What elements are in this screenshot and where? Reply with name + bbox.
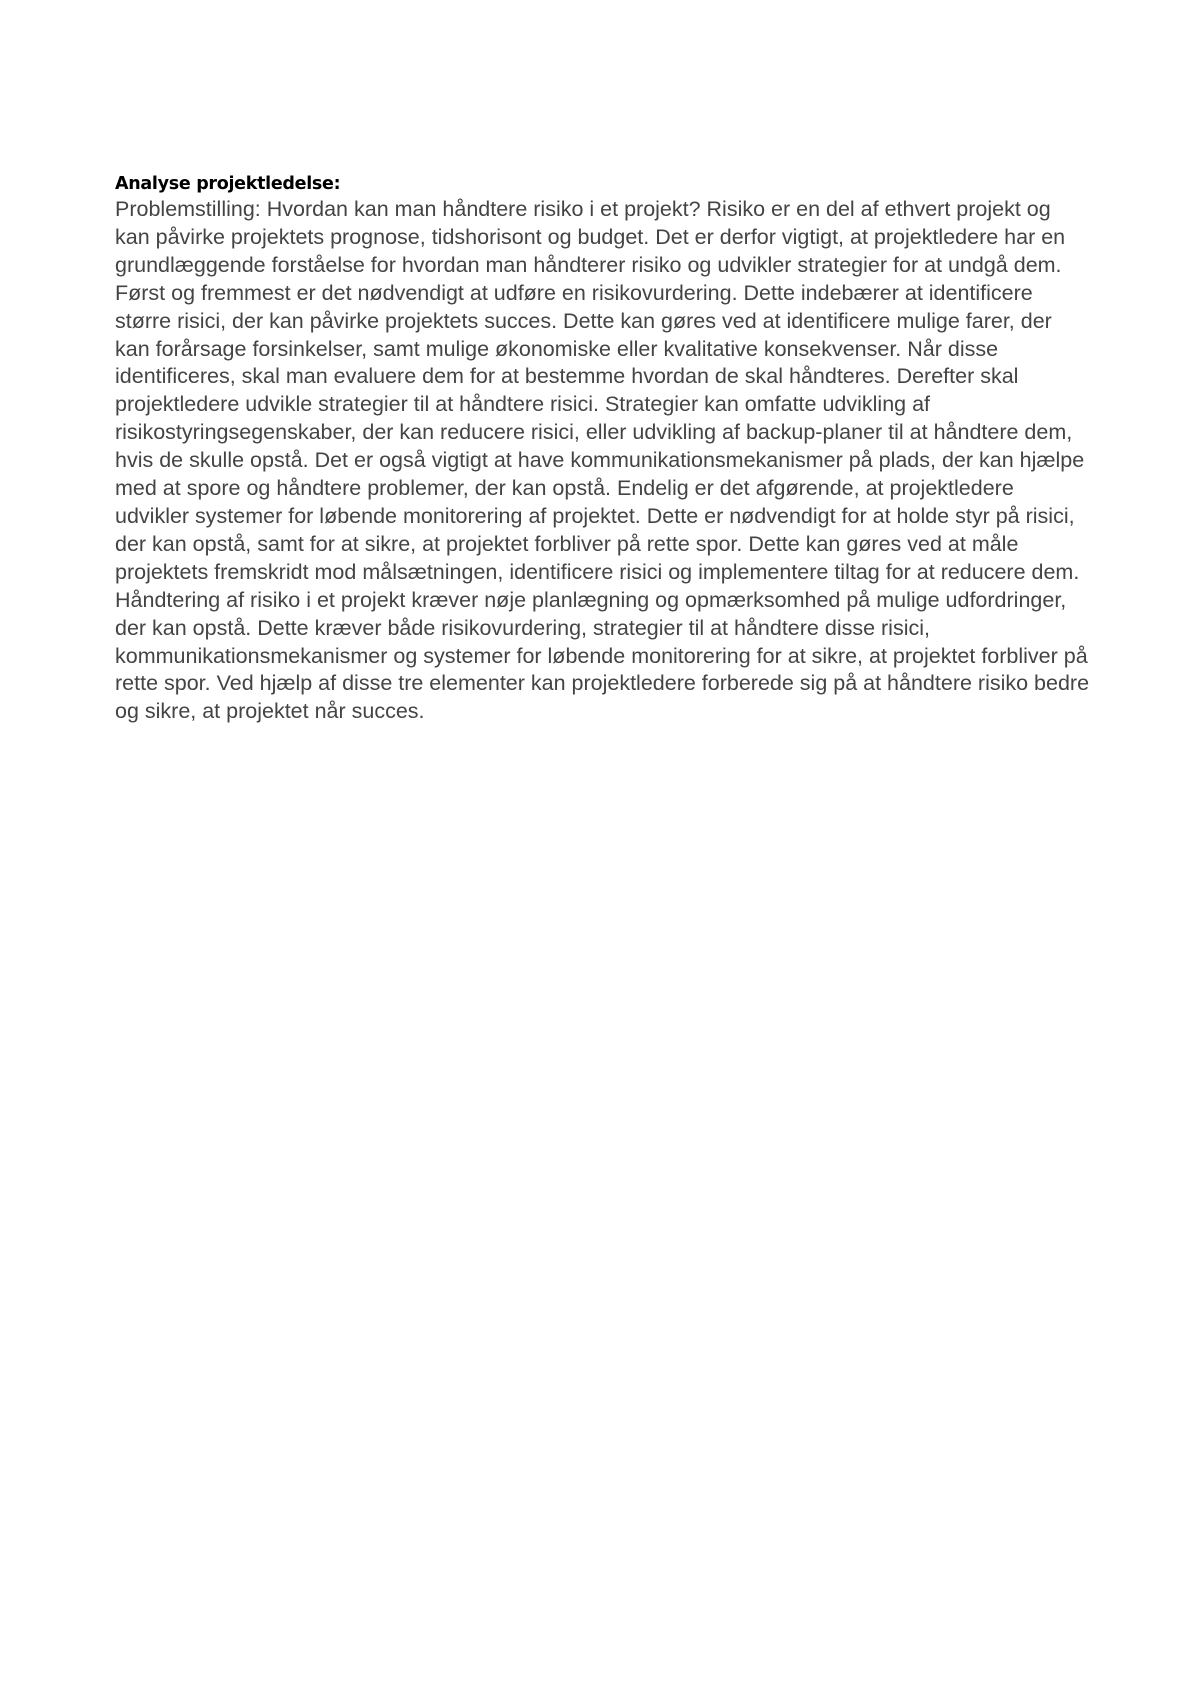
document-heading: Analyse projektledelse: bbox=[115, 174, 341, 194]
document-paragraph: Problemstilling: Hvordan kan man håndtere risiko i et projekt? Risiko er en del af ethvert projekt og kan påvirke projektets prognose, tidshorisont og budget. Det er derfor vigtigt, at projektledere har en grundlæggende forståelse for hvordan man håndterer risiko og udvikler strategier for at undgå dem. Først og fremmest er det nødvendigt at udføre en risikovurdering. Dette indebærer at identificere større risici, der kan påvirke projektets succes. Dette kan gøres ved at identificere mulige farer, der kan forårsage forsinkelser, samt mulige økonomiske eller kvalitative konsekvenser. Når disse identificeres, skal man evaluere dem for at bestemme hvordan de skal håndteres. Derefter skal projektledere udvikle strategier til at håndtere risici. Strategier kan omfatte udvikling af risikostyringsegenskaber, der kan reducere risici, eller udvikling af backup-planer til at håndtere dem, hvis de skulle opstå. Det er også vigtigt at have kommunikationsmekanismer på plads, der kan hjælpe med at spore og håndtere problemer, der kan opstå. Endelig er det afgørende, at projektledere udvikler systemer for løbende monitorering af projektet. Dette er nødvendigt for at holde styr på risici, der kan opstå, samt for at sikre, at projektet forbliver på rette spor. Dette kan gøres ved at måle projektets fremskridt mod målsætningen, identificere risici og implementere tiltag for at reducere dem. Håndtering af risiko i et projekt kræver nøje planlægning og opmærksomhed på mulige udfordringer, der kan opstå. Dette kræver både risikovurdering, strategier til at håndtere disse risici, kommunikationsmekanismer og systemer for løbende monitorering for at sikre, at projektet forbliver på rette spor. Ved hjælp af disse tre elementer kan projektledere forberede sig på at håndtere risiko bedre og sikre, at projektet når succes. bbox=[115, 197, 1090, 724]
document-content bbox=[115, 173, 1090, 726]
